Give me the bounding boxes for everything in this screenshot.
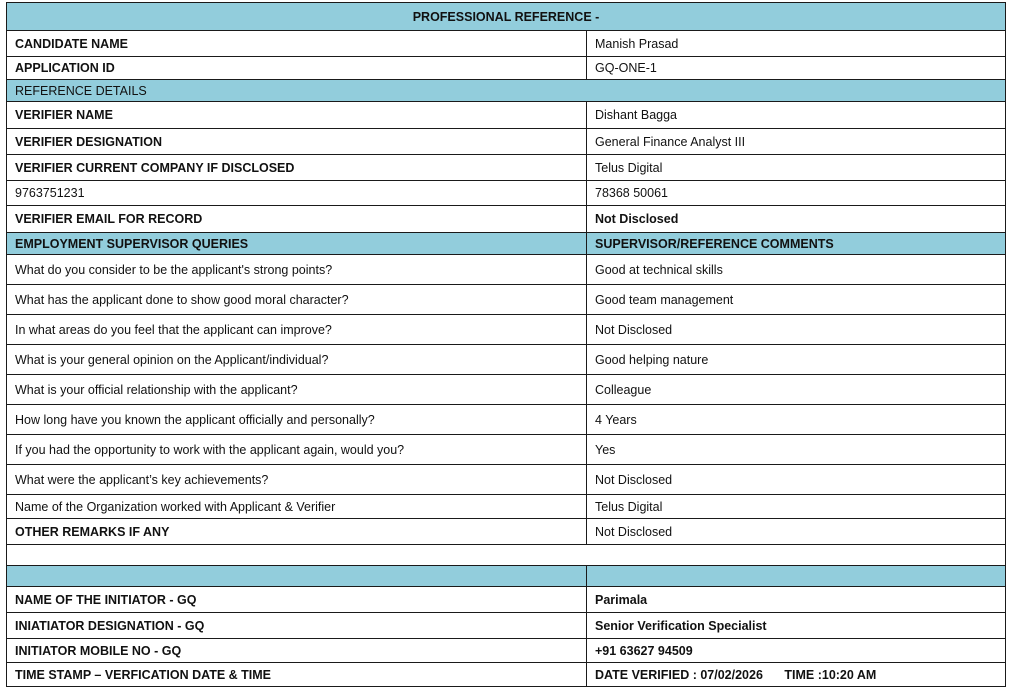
initiator-name-row [7, 587, 1006, 613]
query-question: Name of the Organization worked with Applicant & Verifier [7, 495, 587, 519]
query-answer: Good helping nature [587, 345, 1006, 375]
application-id-label: APPLICATION ID [7, 57, 587, 80]
queries-header-right: SUPERVISOR/REFERENCE COMMENTS [587, 233, 1006, 255]
initiator-mobile-row [7, 639, 1006, 663]
initiator-mobile-label: INITIATOR MOBILE NO - GQ [7, 639, 587, 663]
other-remarks-value: Not Disclosed [587, 519, 1006, 545]
query-row [7, 405, 1006, 435]
initiator-name-value: Parimala [587, 587, 1006, 613]
query-row [7, 345, 1006, 375]
verifier-designation-value: General Finance Analyst III [587, 129, 1006, 155]
query-question: In what areas do you feel that the applicant can improve? [7, 315, 587, 345]
date-verified: DATE VERIFIED : 07/02/2026 [595, 667, 763, 682]
initiator-header-right [587, 566, 1006, 587]
query-question: What has the applicant done to show good moral character? [7, 285, 587, 315]
other-remarks-label: OTHER REMARKS IF ANY [7, 519, 587, 545]
verifier-email-label: VERIFIER EMAIL FOR RECORD [7, 206, 587, 233]
time-verified: TIME :10:20 AM [784, 667, 877, 682]
query-question: What were the applicant’s key achievements? [7, 465, 587, 495]
verifier-designation-row [7, 129, 1006, 155]
initiator-header-left [7, 566, 587, 587]
timestamp-row [7, 663, 1006, 687]
timestamp-label: TIME STAMP – VERFICATION DATE & TIME [7, 663, 587, 687]
query-answer: Good at technical skills [587, 255, 1006, 285]
other-remarks-row [7, 519, 1006, 545]
query-answer: Yes [587, 435, 1006, 465]
verifier-email-row [7, 206, 1006, 233]
verifier-phone-left: 9763751231 [7, 181, 587, 206]
empty-cell [7, 545, 1006, 566]
initiator-header-row [7, 566, 1006, 587]
query-answer: Not Disclosed [587, 315, 1006, 345]
query-answer: Not Disclosed [587, 465, 1006, 495]
initiator-designation-row [7, 613, 1006, 639]
timestamp-value [587, 663, 1006, 687]
query-row [7, 315, 1006, 345]
query-question: What is your general opinion on the Applicant/individual? [7, 345, 587, 375]
professional-reference-table [6, 2, 1006, 687]
verifier-name-row [7, 102, 1006, 129]
verifier-email-value: Not Disclosed [587, 206, 1006, 233]
page-title: PROFESSIONAL REFERENCE - [7, 3, 1006, 31]
verifier-company-value: Telus Digital [587, 155, 1006, 181]
queries-header-left: EMPLOYMENT SUPERVISOR QUERIES [7, 233, 587, 255]
verifier-phone-row [7, 181, 1006, 206]
query-row [7, 375, 1006, 405]
candidate-name-row [7, 31, 1006, 57]
query-answer: Colleague [587, 375, 1006, 405]
query-answer: Telus Digital [587, 495, 1006, 519]
query-row [7, 465, 1006, 495]
reference-details-section-header: REFERENCE DETAILS [7, 80, 1006, 102]
application-id-value: GQ-ONE-1 [587, 57, 1006, 80]
candidate-name-value: Manish Prasad [587, 31, 1006, 57]
initiator-name-label: NAME OF THE INITIATOR - GQ [7, 587, 587, 613]
initiator-designation-label: INIATIATOR DESIGNATION - GQ [7, 613, 587, 639]
query-answer: Good team management [587, 285, 1006, 315]
verifier-name-value: Dishant Bagga [587, 102, 1006, 129]
title-row [7, 3, 1006, 31]
spacer-row [7, 545, 1006, 566]
application-id-row [7, 57, 1006, 80]
initiator-designation-value: Senior Verification Specialist [587, 613, 1006, 639]
query-question: If you had the opportunity to work with the applicant again, would you? [7, 435, 587, 465]
initiator-mobile-value: +91 63627 94509 [587, 639, 1006, 663]
queries-header-row [7, 233, 1006, 255]
verifier-company-label: VERIFIER CURRENT COMPANY IF DISCLOSED [7, 155, 587, 181]
verifier-name-label: VERIFIER NAME [7, 102, 587, 129]
verifier-phone-right: 78368 50061 [587, 181, 1006, 206]
verifier-designation-label: VERIFIER DESIGNATION [7, 129, 587, 155]
query-answer: 4 Years [587, 405, 1006, 435]
query-question: What do you consider to be the applicant's strong points? [7, 255, 587, 285]
query-row [7, 285, 1006, 315]
query-row [7, 255, 1006, 285]
query-row [7, 495, 1006, 519]
verifier-company-row [7, 155, 1006, 181]
query-row [7, 435, 1006, 465]
query-question: How long have you known the applicant officially and personally? [7, 405, 587, 435]
candidate-name-label: CANDIDATE NAME [7, 31, 587, 57]
query-question: What is your official relationship with the applicant? [7, 375, 587, 405]
reference-details-section-row [7, 80, 1006, 102]
